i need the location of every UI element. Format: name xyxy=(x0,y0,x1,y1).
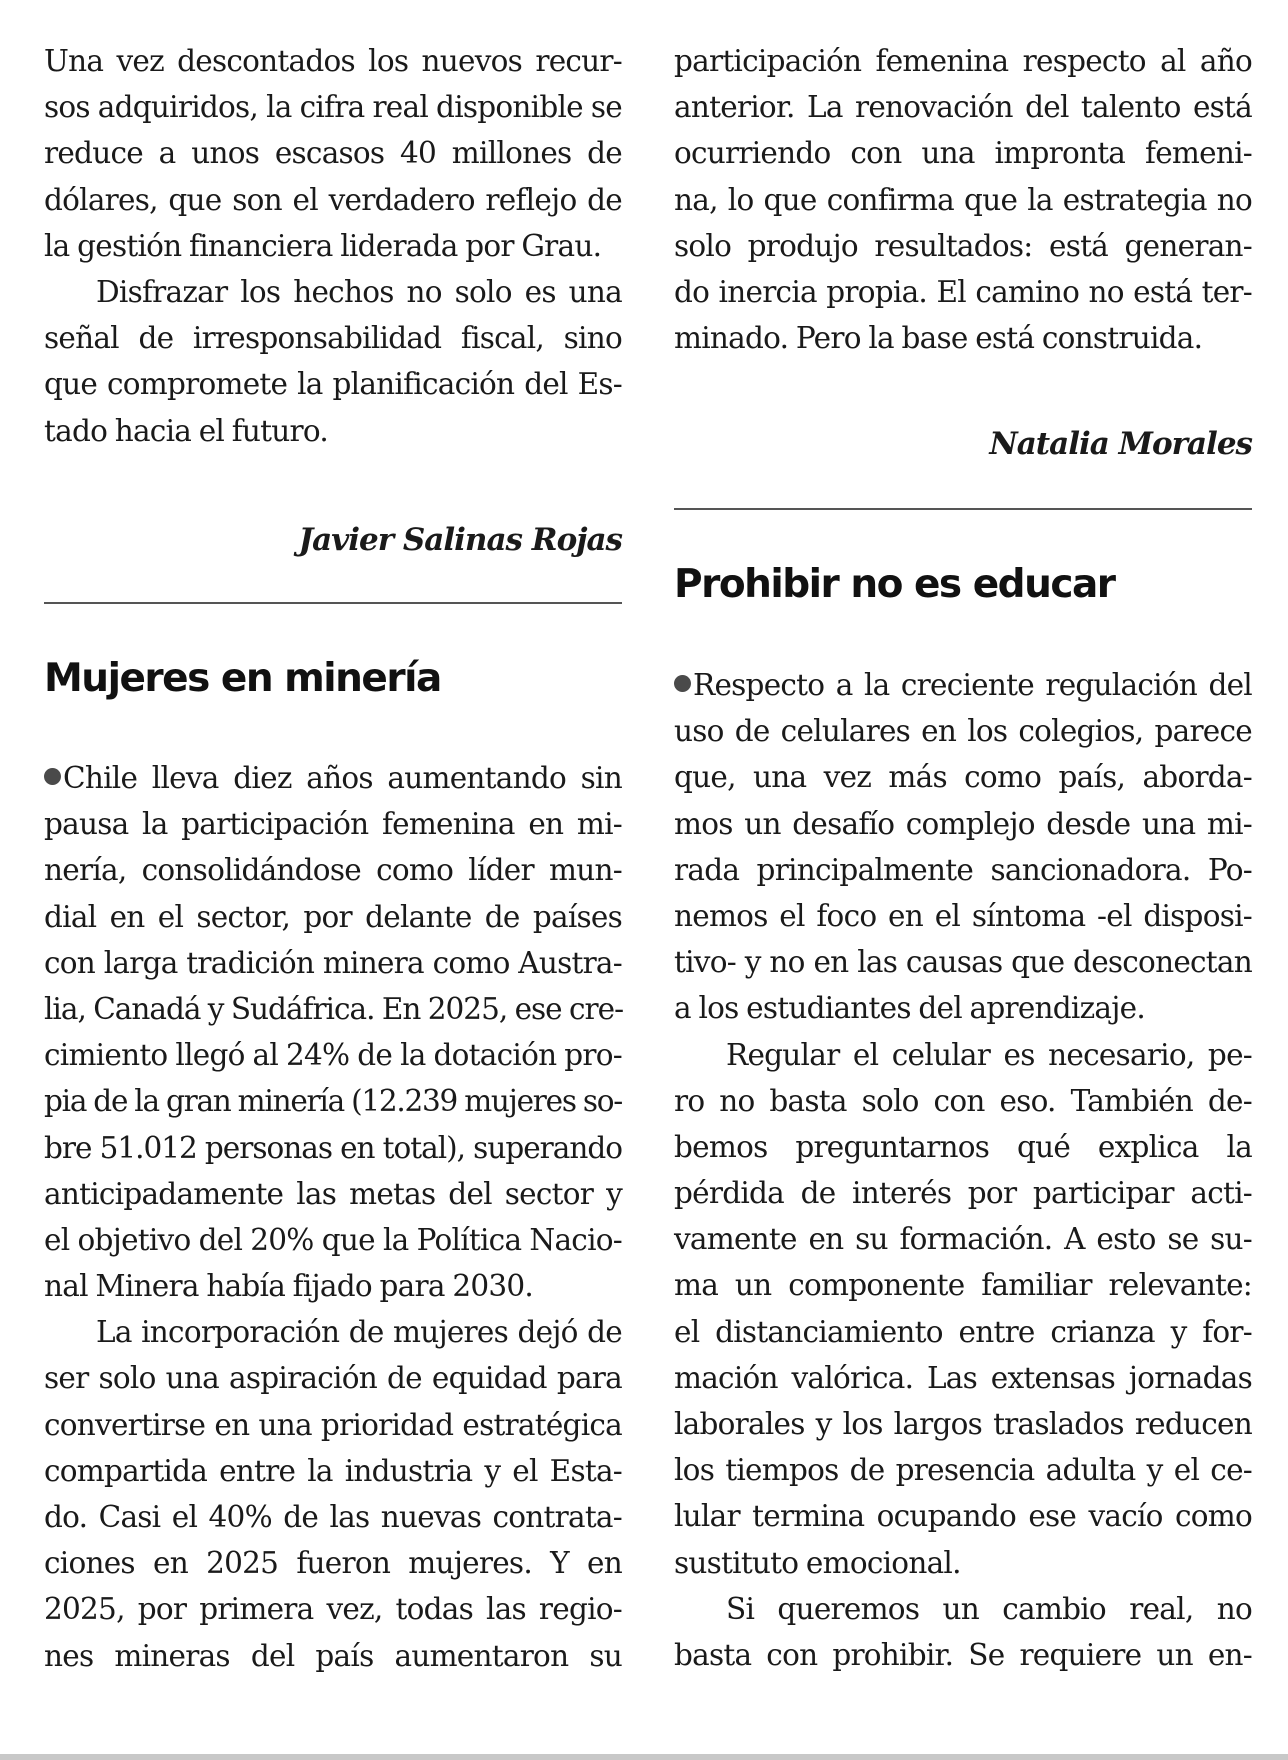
text-line: nería, consolidándose como líder mun- xyxy=(44,853,622,888)
text-line: na, lo que confirma que la estrategia no xyxy=(674,182,1252,217)
article-headline: Mujeres en minería xyxy=(44,656,441,701)
text-line: a los estudiantes del aprendizaje. xyxy=(674,991,1145,1026)
text-line: el objetivo del 20% que la Política Nacio- xyxy=(44,1222,622,1257)
text-line: la gestión financiera liderada por Grau. xyxy=(44,228,602,263)
text-line: solo produjo resultados: está generan- xyxy=(674,228,1252,263)
section-divider xyxy=(44,602,622,604)
text-line: mación valórica. Las extensas jornadas xyxy=(674,1360,1252,1395)
text-line: mos un desafío complejo desde una mi- xyxy=(674,806,1252,841)
text-line: anticipadamente las metas del sector y xyxy=(44,1176,622,1211)
section-divider xyxy=(674,508,1252,510)
text-line: con larga tradición minera como Austra- xyxy=(44,945,622,980)
author-byline: Javier Salinas Rojas xyxy=(298,522,622,558)
text-line: basta con prohibir. Se requiere un en- xyxy=(674,1637,1252,1672)
text-line: sustituto emocional. xyxy=(674,1545,961,1580)
text-line: que, una vez más como país, aborda- xyxy=(674,760,1252,795)
text-line: pérdida de interés por participar acti- xyxy=(674,1176,1252,1211)
text-line: La incorporación de mujeres dejó de xyxy=(96,1315,622,1350)
text-line: rada principalmente sancionadora. Po- xyxy=(674,852,1252,887)
text-line: dial en el sector, por delante de países xyxy=(44,899,622,934)
text-line: tado hacia el futuro. xyxy=(44,413,328,448)
text-line: reduce a unos escasos 40 millones de xyxy=(44,136,622,171)
article-continuation-right xyxy=(674,38,1252,361)
text-line: nemos el foco en el síntoma -el disposi- xyxy=(674,898,1252,933)
text-line: do. Casi el 40% de las nuevas contrata- xyxy=(44,1500,622,1534)
text-line: cimiento llegó al 24% de la dotación pro- xyxy=(44,1038,622,1073)
text-line: ocurriendo con una impronta femeni- xyxy=(674,136,1252,171)
page-bottom-border xyxy=(0,1754,1288,1760)
text-line xyxy=(674,662,1252,708)
text-line: pausa la participación femenina en mi- xyxy=(44,807,622,842)
text-line: señal de irresponsabilidad fiscal, sino xyxy=(44,321,622,356)
author-byline: Natalia Morales xyxy=(989,426,1252,462)
text-line: dólares, que son el verdadero reflejo de xyxy=(44,182,622,217)
text-line: ser solo una aspiración de equidad para xyxy=(44,1361,622,1396)
letter-ending-left xyxy=(44,38,622,454)
text-line: 2025, por primera vez, todas las regio- xyxy=(44,1592,622,1627)
text-line: bre 51.012 personas en total), superando xyxy=(44,1130,622,1165)
text-line: Si queremos un cambio real, no xyxy=(726,1591,1252,1626)
text-line-content: Chile lleva diez años aumentando sin xyxy=(63,761,622,795)
text-line: Una vez descontados los nuevos recur- xyxy=(44,44,622,78)
text-line: participación femenina respecto al año xyxy=(674,44,1252,78)
text-line: lular termina ocupando ese vacío como xyxy=(674,1499,1252,1534)
text-line: Disfrazar los hechos no solo es una xyxy=(96,274,622,309)
text-line: compartida entre la industria y el Esta- xyxy=(44,1453,622,1488)
text-line: ro no basta solo con eso. También de- xyxy=(674,1083,1252,1118)
text-line xyxy=(44,755,622,801)
text-line: anterior. La renovación del talento está xyxy=(674,90,1252,125)
text-line: do inercia propia. El camino no está ter- xyxy=(674,274,1252,309)
text-line-content: Respecto a la creciente regulación del xyxy=(693,668,1252,702)
text-line: el distanciamiento entre crianza y for- xyxy=(674,1314,1252,1349)
text-line: nes mineras del país aumentaron su xyxy=(44,1638,622,1673)
text-line: bemos preguntarnos qué explica la xyxy=(674,1129,1252,1164)
text-line: laborales y los largos traslados reducen xyxy=(674,1407,1252,1441)
text-line: que compromete la planificación del Es- xyxy=(44,367,622,402)
text-line: Regular el celular es necesario, pe- xyxy=(726,1037,1252,1072)
article-headline: Prohibir no es educar xyxy=(674,562,1115,607)
text-line: minado. Pero la base está construida. xyxy=(674,321,1203,356)
text-line: uso de celulares en los colegios, parece xyxy=(674,714,1252,749)
bullet-icon xyxy=(674,675,691,692)
text-line: convertirse en una prioridad estratégica xyxy=(44,1407,622,1442)
bullet-icon xyxy=(44,768,61,785)
text-line: ciones en 2025 fueron mujeres. Y en xyxy=(44,1546,622,1581)
article-body-prohibir xyxy=(674,662,1252,1678)
text-line: nal Minera había fijado para 2030. xyxy=(44,1269,534,1304)
text-line: los tiempos de presencia adulta y el ce- xyxy=(674,1453,1252,1488)
text-line: sos adquiridos, la cifra real disponible se xyxy=(44,90,622,125)
text-line: lia, Canadá y Sudáfrica. En 2025, ese cre- xyxy=(44,991,624,1026)
text-line: vamente en su formación. A esto se su- xyxy=(674,1222,1252,1257)
text-line: ma un componente familiar relevante: xyxy=(674,1268,1252,1303)
text-line: pia de la gran minería (12.239 mujeres so- xyxy=(44,1084,622,1119)
text-line: tivo- y no en las causas que desconectan xyxy=(674,945,1252,980)
article-body-mujeres xyxy=(44,755,622,1679)
